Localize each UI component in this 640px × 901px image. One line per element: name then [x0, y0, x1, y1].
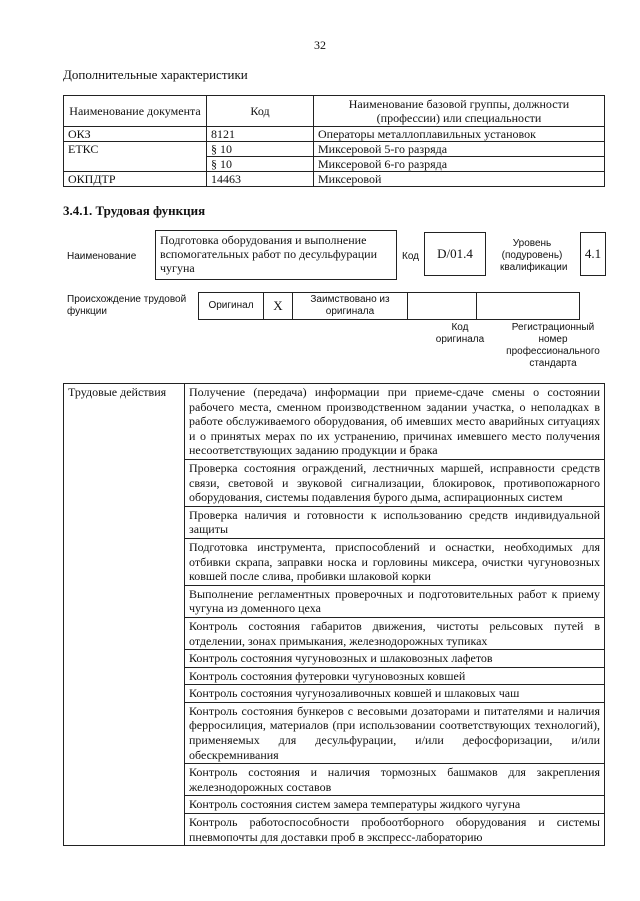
labor-action-item: Подготовка инструмента, приспособлений и оснастки, необходимых для отбивки скрапа, заправки носка и горловины миксера, очистки чугуновозных ковшей после слива, пробивки шлаковой корки	[185, 538, 605, 585]
labor-action-item: Контроль состояния систем замера температуры жидкого чугуна	[185, 796, 605, 814]
function-code-label: Код	[402, 251, 420, 262]
page-number: 32	[314, 38, 326, 52]
cell-document: ОКПДТР	[64, 172, 207, 187]
labor-action-item: Проверка наличия и готовности к использованию средств индивидуальной защиты	[185, 506, 605, 538]
qualification-level-box: 4.1	[580, 232, 606, 276]
function-code-box: D/01.4	[424, 232, 486, 276]
function-name-box: Подготовка оборудования и выполнение вспомогательных работ по десульфурации чугуна	[155, 230, 397, 280]
registration-number-label: Регистрационный номер профессионального стандарта	[506, 322, 600, 369]
characteristics-header-row	[64, 96, 605, 127]
function-origin-label: Происхождение трудовой функции	[67, 294, 187, 317]
header-code: Код	[207, 96, 314, 127]
labor-action-item: Контроль состояния чугунозаливочных ковшей и шлаковых чаш	[185, 685, 605, 703]
origin-borrowed-cell: Заимствовано из оригинала	[293, 293, 408, 320]
labor-action-item: Контроль состояния габаритов движения, чистоты рельсовых путей в отделении, зонах примыкания, железнодорожных тупиках	[185, 617, 605, 649]
origin-row	[199, 293, 580, 320]
labor-function-heading: 3.4.1. Трудовая функция	[63, 203, 206, 218]
header-document: Наименование документа	[64, 96, 207, 127]
cell-code: 14463	[207, 172, 314, 187]
cell-group: Миксеровой 6-го разряда	[314, 157, 605, 172]
table-row	[64, 384, 605, 460]
function-name-label: Наименование	[67, 251, 137, 262]
labor-action-item: Проверка состояния ограждений, лестничных маршей, исправности средств связи, световой и звуковой сигнализации, блокировок, противопожарного оборудования, системы подавления бурого дыма, аспирационных систем	[185, 459, 605, 506]
table-row	[64, 127, 605, 142]
labor-action-item: Контроль состояния бункеров с весовыми дозаторами и питателями и наличия ферросилиция, материалов (при использовании соответствующих технологий), применяемых для десульфурации, и/или дефосфоризации, и/или обескремнивания	[185, 702, 605, 763]
labor-action-item: Контроль состояния футеровки чугуновозных ковшей	[185, 667, 605, 685]
labor-action-item: Контроль состояния чугуновозных и шлаковозных лафетов	[185, 650, 605, 668]
cell-group: Операторы металлоплавильных установок	[314, 127, 605, 142]
code-original-label: Код оригинала	[435, 322, 485, 345]
labor-actions-category: Трудовые действия	[64, 384, 185, 846]
cell-group: Миксеровой 5-го разряда	[314, 142, 605, 157]
labor-action-item: Контроль работоспособности пробоотборного оборудования и системы пневмопочты для доставки проб в экспресс-лабораторию	[185, 814, 605, 846]
characteristics-table	[63, 95, 605, 187]
header-group-name: Наименование базовой группы, должности (профессии) или специальности	[314, 96, 605, 127]
cell-code: § 10	[207, 142, 314, 157]
labor-action-item: Контроль состояния и наличия тормозных башмаков для закрепления железнодорожных составов	[185, 764, 605, 796]
cell-group: Миксеровой	[314, 172, 605, 187]
cell-document: ОКЗ	[64, 127, 207, 142]
table-row	[64, 172, 605, 187]
labor-actions-table	[63, 383, 605, 846]
additional-characteristics-title: Дополнительные характеристики	[63, 67, 248, 82]
cell-document: ЕТКС	[64, 142, 207, 172]
cell-code: 8121	[207, 127, 314, 142]
qualification-level-label: Уровень (подуровень) квалификации	[500, 238, 568, 273]
origin-code-cell	[408, 293, 477, 320]
cell-code: § 10	[207, 157, 314, 172]
labor-action-item: Получение (передача) информации при приеме-сдаче смены о состоянии рабочего места, сменном производственном задании участка, о неполадках в работе обслуживаемого оборудования, об имевших место аварийных ситуациях и о принятых мерах по их устранению, причинах имевшего место получения несоответствующих заданию продукции и брака	[185, 384, 605, 460]
table-row	[64, 142, 605, 157]
origin-mark-cell: X	[264, 293, 293, 320]
origin-table	[198, 292, 580, 320]
origin-reg-number-cell	[477, 293, 580, 320]
origin-original-cell: Оригинал	[199, 293, 264, 320]
labor-action-item: Выполнение регламентных проверочных и подготовительных работ к приему чугуна из доменного цеха	[185, 585, 605, 617]
